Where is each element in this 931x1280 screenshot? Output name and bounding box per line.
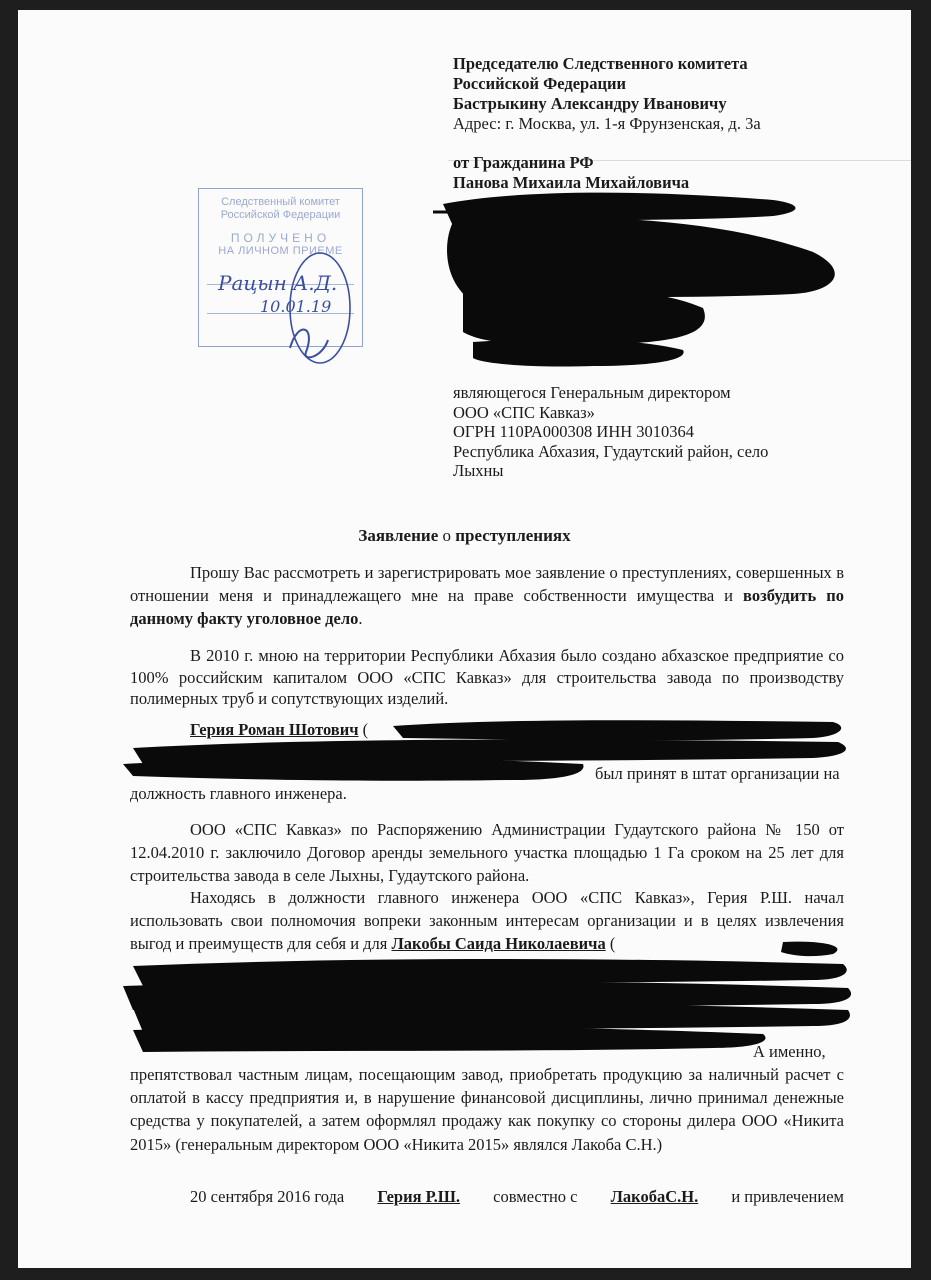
stamp-handwritten-name: Рацын А.Д. bbox=[218, 271, 338, 295]
p1-bold: возбудить по данному факту уголовное дело bbox=[130, 586, 845, 629]
p1-text: Прошу Вас рассмотреть и зарегистрировать мое заявление о преступлениях, совершенных в отношении меня и принадлежащего мне на праве собственности имущества bbox=[130, 563, 844, 606]
stamp-status-2: НА ЛИЧНОМ ПРИЕМЕ bbox=[218, 245, 343, 257]
title-part-1: Заявление bbox=[358, 526, 439, 545]
p5-redaction bbox=[113, 938, 853, 1058]
sender-position: являющегося Генеральным директором bbox=[453, 383, 731, 402]
p6-end: и привлечением bbox=[731, 1187, 844, 1206]
p5-open: ( bbox=[605, 934, 616, 954]
p5-name: Лакобы Саида Николаевича bbox=[391, 934, 606, 954]
sender-redaction bbox=[413, 182, 853, 382]
p3-end: должность главного инженера. bbox=[130, 784, 347, 803]
p6-mid: совместно с bbox=[493, 1187, 578, 1206]
sender-line-1: от Гражданина РФ bbox=[453, 153, 594, 172]
document-title bbox=[18, 526, 911, 546]
p1-end: . bbox=[358, 609, 363, 629]
p6-name-1: Герия Р.Ш. bbox=[377, 1187, 461, 1206]
p3-open: ( bbox=[358, 720, 369, 739]
p5-after-redaction: А именно, bbox=[753, 1042, 826, 1061]
recipient-address: Адрес: г. Москва, ул. 1-я Фрунзенская, д. 3а bbox=[453, 114, 761, 133]
paragraph-2: В 2010 г. мною на территории Республики Абхазия было создано абхазское предприятие со 100% российским капиталом ООО «СПС Кавказ» для строительства завода по производству полимерных труб и сопутствующих изделий. bbox=[130, 646, 844, 708]
paragraph-1 bbox=[130, 561, 844, 631]
p3-after-redaction: был принят в штат организации на bbox=[595, 764, 840, 783]
p1-and: и bbox=[714, 586, 744, 606]
title-part-2: о bbox=[438, 526, 456, 545]
sender-company: ООО «СПС Кавказ» bbox=[453, 402, 595, 422]
sender-line-2: Панова Михаила Михайловича bbox=[453, 173, 690, 192]
title-part-3: преступлениях bbox=[455, 526, 571, 545]
recipient-block bbox=[453, 54, 761, 134]
p3-name: Герия Роман Шотович bbox=[190, 720, 359, 739]
p5-rest: препятствовал частным лицам, посещающим завод, приобретать продукцию за наличный расчет с оплатой в кассу предприятия и, в нарушение финансовой дисциплины, лично принимал денежные средства у покупателей, а затем оформлял продажу как покупку со стороны дилера ООО «Никита 2015» (генеральным директором ООО «Никита 2015» являлся Лакоба С.Н.) bbox=[130, 1065, 844, 1154]
signature-stroke bbox=[290, 330, 328, 358]
paragraph-4: ООО «СПС Кавказ» по Распоряжению Администрации Гудаутского района № 150 от 12.04.2010 г. заключило Договор аренды земельного участка площадью 1 Га сроком на 25 лет для строительства завода в селе Лыхны, Гудаутского района. bbox=[130, 820, 844, 886]
company-block bbox=[453, 383, 768, 481]
recipient-line-1: Председателю Следственного комитета bbox=[453, 54, 748, 73]
paragraph-6 bbox=[190, 1185, 844, 1208]
sender-ids: ОГРН 110РА000308 ИНН 3010364 bbox=[453, 422, 695, 441]
recipient-line-3: Бастрыкину Александру Ивановичу bbox=[453, 94, 727, 113]
p5-text: Находясь в должности главного инженера ООО «СПС Кавказ», Герия Р.Ш. начал использовать свои полномочия вопреки законным интересам организации и в целях извлечения выгод и преимуществ для себя и для bbox=[130, 888, 844, 954]
stamp-status-1: ПОЛУЧЕНО bbox=[230, 231, 331, 245]
p6-name-2: ЛакобаС.Н. bbox=[610, 1187, 699, 1206]
document-page bbox=[18, 10, 911, 1268]
stamp-org-1: Следственный комитет bbox=[221, 196, 340, 208]
recipient-line-2: Российской Федерации bbox=[453, 74, 626, 93]
stamp-handwritten-date: 10.01.19 bbox=[260, 297, 332, 316]
stamp-org-2: Российской Федерации bbox=[220, 209, 341, 221]
sender-location-2: Лыхны bbox=[453, 461, 504, 480]
handwritten-signature bbox=[198, 230, 398, 380]
sender-location-1: Республика Абхазия, Гудаутский район, село bbox=[453, 441, 769, 461]
p6-date: 20 сентября 2016 года bbox=[190, 1187, 345, 1206]
